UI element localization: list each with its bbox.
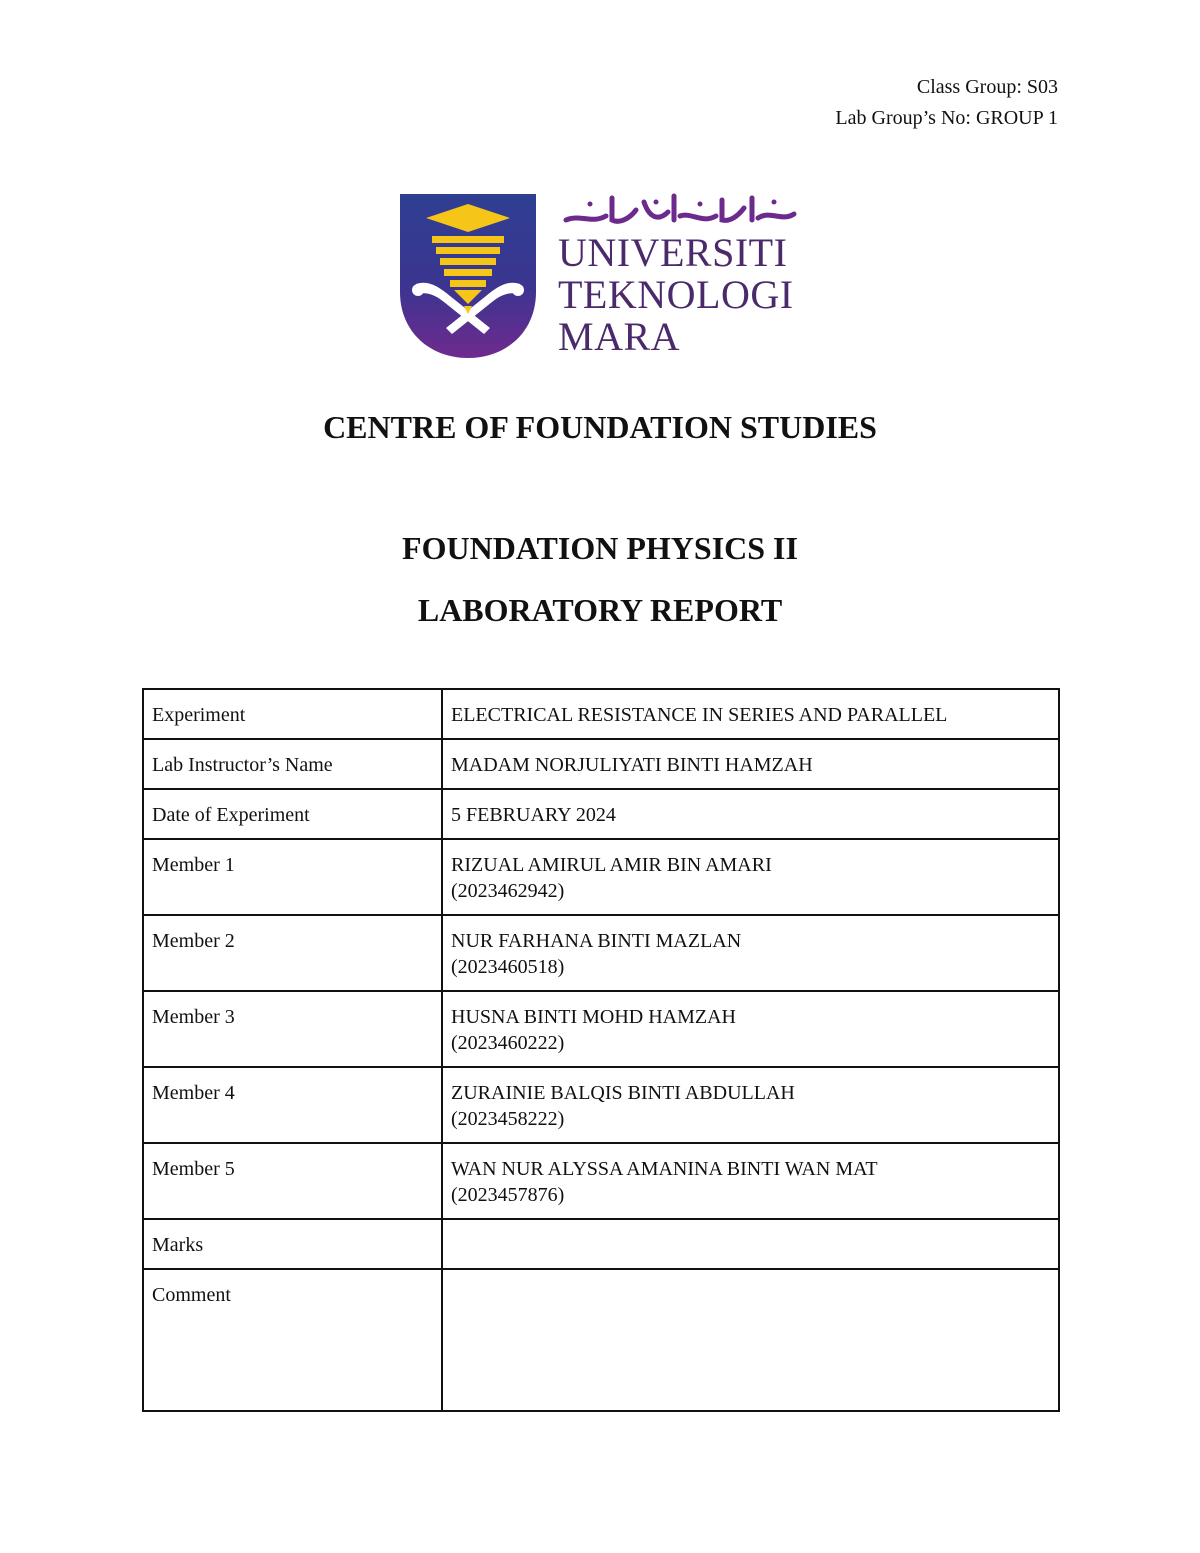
class-group: Class Group: S03 xyxy=(916,76,1058,98)
instructor-value: MADAM NORJULIYATI BINTI HAMZAH xyxy=(442,739,1059,789)
member-label: Member 1 xyxy=(143,839,442,915)
table-row xyxy=(143,915,1059,991)
university-name-line-2: TEKNOLOGI xyxy=(558,272,794,317)
member-label: Member 2 xyxy=(143,915,442,991)
experiment-label: Experiment xyxy=(143,689,442,739)
member-value xyxy=(442,1067,1059,1143)
marks-label: Marks xyxy=(143,1219,442,1269)
member-id: (2023460518) xyxy=(451,956,565,978)
member-name: NUR FARHANA BINTI MAZLAN xyxy=(451,930,742,952)
jawi-script-icon xyxy=(560,190,800,230)
member-name: WAN NUR ALYSSA AMANINA BINTI WAN MAT xyxy=(451,1158,878,1180)
date-value: 5 FEBRUARY 2024 xyxy=(442,789,1059,839)
table-row xyxy=(143,1219,1059,1269)
member-name: ZURAINIE BALQIS BINTI ABDULLAH xyxy=(451,1082,795,1104)
lab-group-number: Lab Group’s No: GROUP 1 xyxy=(835,107,1058,129)
comment-value xyxy=(442,1269,1059,1411)
table-row xyxy=(143,1143,1059,1219)
university-name xyxy=(558,232,794,358)
instructor-label: Lab Instructor’s Name xyxy=(143,739,442,789)
member-id: (2023462942) xyxy=(451,880,565,902)
member-value xyxy=(442,839,1059,915)
member-label: Member 4 xyxy=(143,1067,442,1143)
university-shield-icon xyxy=(398,192,538,360)
university-logo xyxy=(398,190,808,362)
experiment-value: ELECTRICAL RESISTANCE IN SERIES AND PARALLEL xyxy=(442,689,1059,739)
university-name-line-1: UNIVERSITI xyxy=(558,230,788,275)
header-info xyxy=(835,72,1058,134)
member-label: Member 3 xyxy=(143,991,442,1067)
university-name-line-3: MARA xyxy=(558,314,681,359)
report-title: LABORATORY REPORT xyxy=(417,592,783,628)
table-row xyxy=(143,739,1059,789)
member-id: (2023457876) xyxy=(451,1184,565,1206)
centre-title: CENTRE OF FOUNDATION STUDIES xyxy=(323,409,877,445)
member-id: (2023460222) xyxy=(451,1032,565,1054)
marks-value xyxy=(442,1219,1059,1269)
report-info-table xyxy=(142,688,1060,1412)
member-value xyxy=(442,991,1059,1067)
member-value xyxy=(442,915,1059,991)
member-value xyxy=(442,1143,1059,1219)
table-row xyxy=(143,689,1059,739)
comment-label: Comment xyxy=(143,1269,442,1411)
table-row xyxy=(143,991,1059,1067)
member-name: HUSNA BINTI MOHD HAMZAH xyxy=(451,1006,736,1028)
table-row xyxy=(143,839,1059,915)
table-row xyxy=(143,1269,1059,1411)
table-row xyxy=(143,1067,1059,1143)
date-label: Date of Experiment xyxy=(143,789,442,839)
member-label: Member 5 xyxy=(143,1143,442,1219)
member-name: RIZUAL AMIRUL AMIR BIN AMARI xyxy=(451,854,772,876)
subject-title: FOUNDATION PHYSICS II xyxy=(402,530,798,566)
member-id: (2023458222) xyxy=(451,1108,565,1130)
table-row xyxy=(143,789,1059,839)
